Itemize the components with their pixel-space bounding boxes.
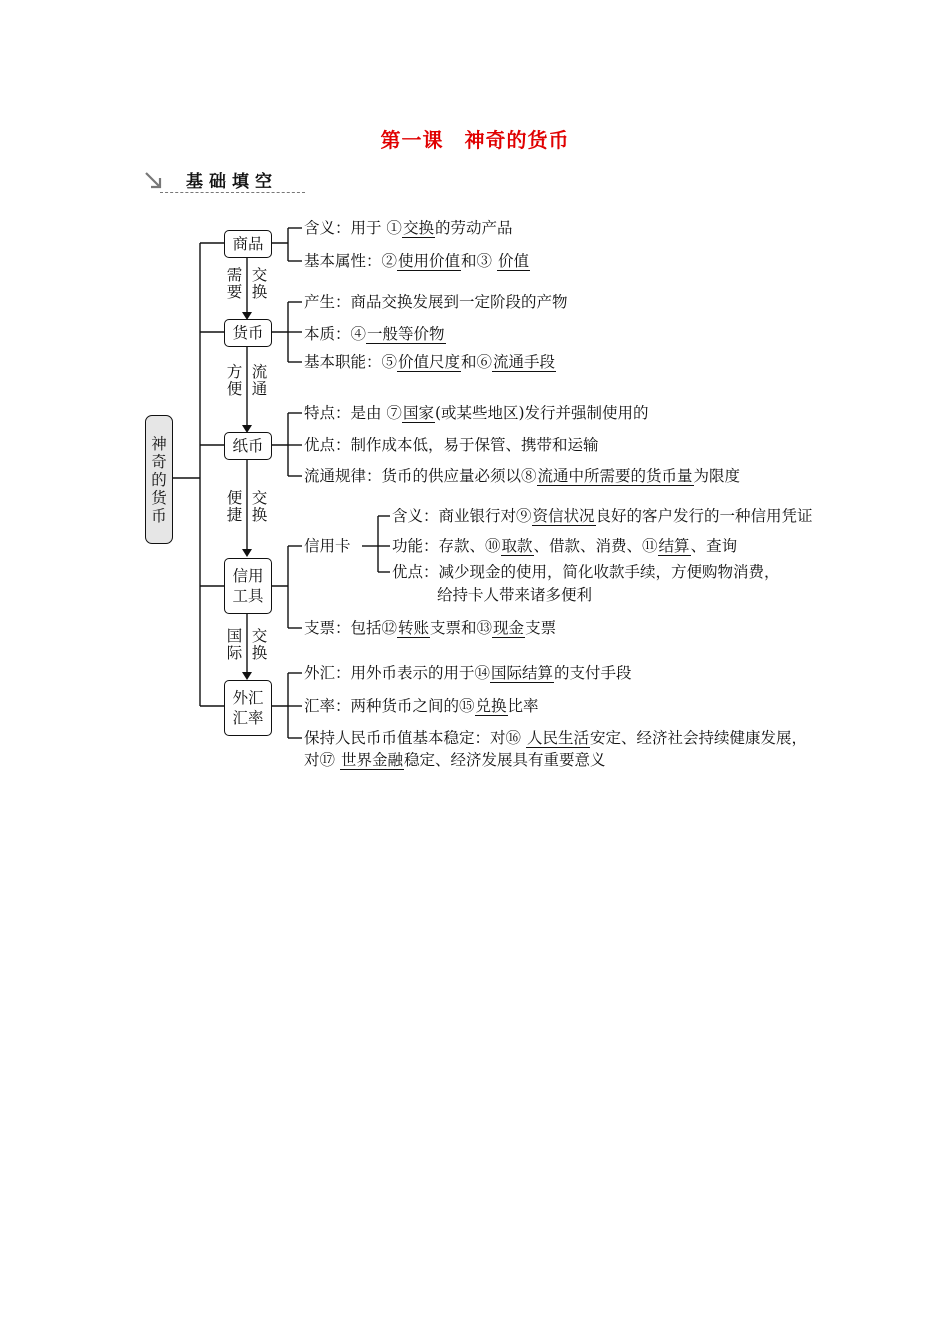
commodity-attributes — [304, 251, 530, 271]
answer: 结算 — [658, 537, 690, 555]
cheque — [304, 618, 556, 638]
text: 稳定、经济发展具有重要意义 — [403, 751, 606, 769]
text: 功能：存款、⑩ — [392, 537, 501, 555]
text: 支票和⑬ — [430, 619, 493, 637]
node-fx — [224, 680, 272, 736]
commodity-meaning — [304, 218, 512, 238]
credit-card-functions — [392, 536, 737, 556]
root-label: 神奇的货币 — [151, 434, 167, 525]
node-paper-money — [224, 432, 272, 460]
text: 含义：商业银行对⑨ — [392, 507, 532, 525]
answer: 资信状况 — [532, 507, 595, 525]
arrow-label: 交换 — [251, 627, 268, 662]
text: 和⑥ — [461, 353, 493, 371]
text: 基本职能：⑤ — [304, 353, 398, 371]
text: 、查询 — [690, 537, 738, 555]
node-credit — [224, 558, 272, 614]
currency-essence — [304, 324, 446, 344]
answer: 世界金融 — [340, 751, 403, 769]
answer: 价值尺度 — [398, 353, 461, 371]
node-commodity-label: 商品 — [232, 235, 264, 253]
text: 基本属性：② — [304, 252, 398, 270]
answer: 流通中所需要的货币量 — [537, 467, 693, 485]
answer: 国际结算 — [491, 664, 554, 682]
answer: 现金 — [493, 619, 525, 637]
credit-card-meaning — [392, 506, 813, 526]
text: 含义：用于 ① — [304, 219, 402, 237]
arrow-label: 便捷 — [226, 489, 243, 524]
currency-functions — [304, 352, 556, 372]
node-commodity — [224, 230, 272, 258]
rmb-stability — [304, 728, 807, 748]
page-title: 第一课 神奇的货币 — [380, 128, 570, 152]
answer: 取款 — [501, 537, 533, 555]
answer: 使用价值 — [398, 252, 461, 270]
text: 外汇：用外币表示的用于⑭ — [304, 664, 491, 682]
credit-card-label: 信用卡 — [304, 537, 351, 555]
paper-money-law — [304, 466, 740, 486]
arrow-label: 交换 — [251, 266, 268, 301]
text: 和③ — [461, 252, 497, 270]
answer: 流通手段 — [493, 353, 556, 371]
node-credit-label: 信用工具 — [232, 567, 264, 605]
text: 支票：包括⑫ — [304, 619, 398, 637]
answer: 国家 — [402, 404, 434, 422]
arrow-label: 方便 — [226, 363, 243, 398]
paper-money-features — [304, 403, 649, 423]
text: 、借款、消费、⑪ — [533, 537, 658, 555]
node-currency-label: 货币 — [232, 324, 264, 342]
answer: 价值 — [497, 252, 529, 270]
answer: 兑换 — [475, 697, 507, 715]
rmb-stability-cont — [304, 750, 605, 770]
text: 的劳动产品 — [434, 219, 513, 237]
text: 汇率：两种货币之间的⑮ — [304, 697, 475, 715]
node-fx-label: 外汇汇率 — [232, 689, 264, 727]
answer: 交换 — [402, 219, 434, 237]
text: 为限度 — [693, 467, 741, 485]
paper-money-advantages: 优点：制作成本低，易于保管、携带和运输 — [304, 436, 599, 454]
text: 流通规律：货币的供应量必须以⑧ — [304, 467, 537, 485]
text: 良好的客户发行的一种信用凭证 — [595, 507, 813, 525]
text: 比率 — [507, 697, 539, 715]
answer: 转账 — [398, 619, 430, 637]
root-node — [145, 415, 173, 544]
text: (或某些地区)发行并强制使用的 — [434, 404, 649, 422]
text: 对⑰ — [304, 751, 340, 769]
fx-definition — [304, 663, 632, 683]
text: 特点：是由 ⑦ — [304, 404, 402, 422]
arrow-label: 需要 — [226, 266, 243, 301]
arrow-label: 流通 — [251, 363, 268, 398]
credit-card-advantages: 优点：减少现金的使用，简化收款手续，方便购物消费， — [392, 563, 780, 581]
text: 支票 — [525, 619, 557, 637]
credit-card-advantages-cont: 给持卡人带来诸多便利 — [437, 586, 593, 604]
text: 安定、经济社会持续健康发展， — [589, 729, 807, 747]
text: 的支付手段 — [554, 664, 632, 682]
arrow-label: 国际 — [226, 627, 243, 662]
text: 本质：④ — [304, 325, 367, 343]
arrow-label: 交换 — [251, 489, 268, 524]
currency-origin: 产生：商品交换发展到一定阶段的产物 — [304, 293, 568, 311]
answer: 人民生活 — [526, 729, 589, 747]
node-currency — [224, 319, 272, 347]
exchange-rate — [304, 696, 539, 716]
node-paper-money-label: 纸币 — [232, 437, 264, 455]
text: 保持人民币币值基本稳定：对⑯ — [304, 729, 526, 747]
section-header: 基础填空 — [186, 172, 278, 192]
answer: 一般等价物 — [367, 325, 445, 343]
